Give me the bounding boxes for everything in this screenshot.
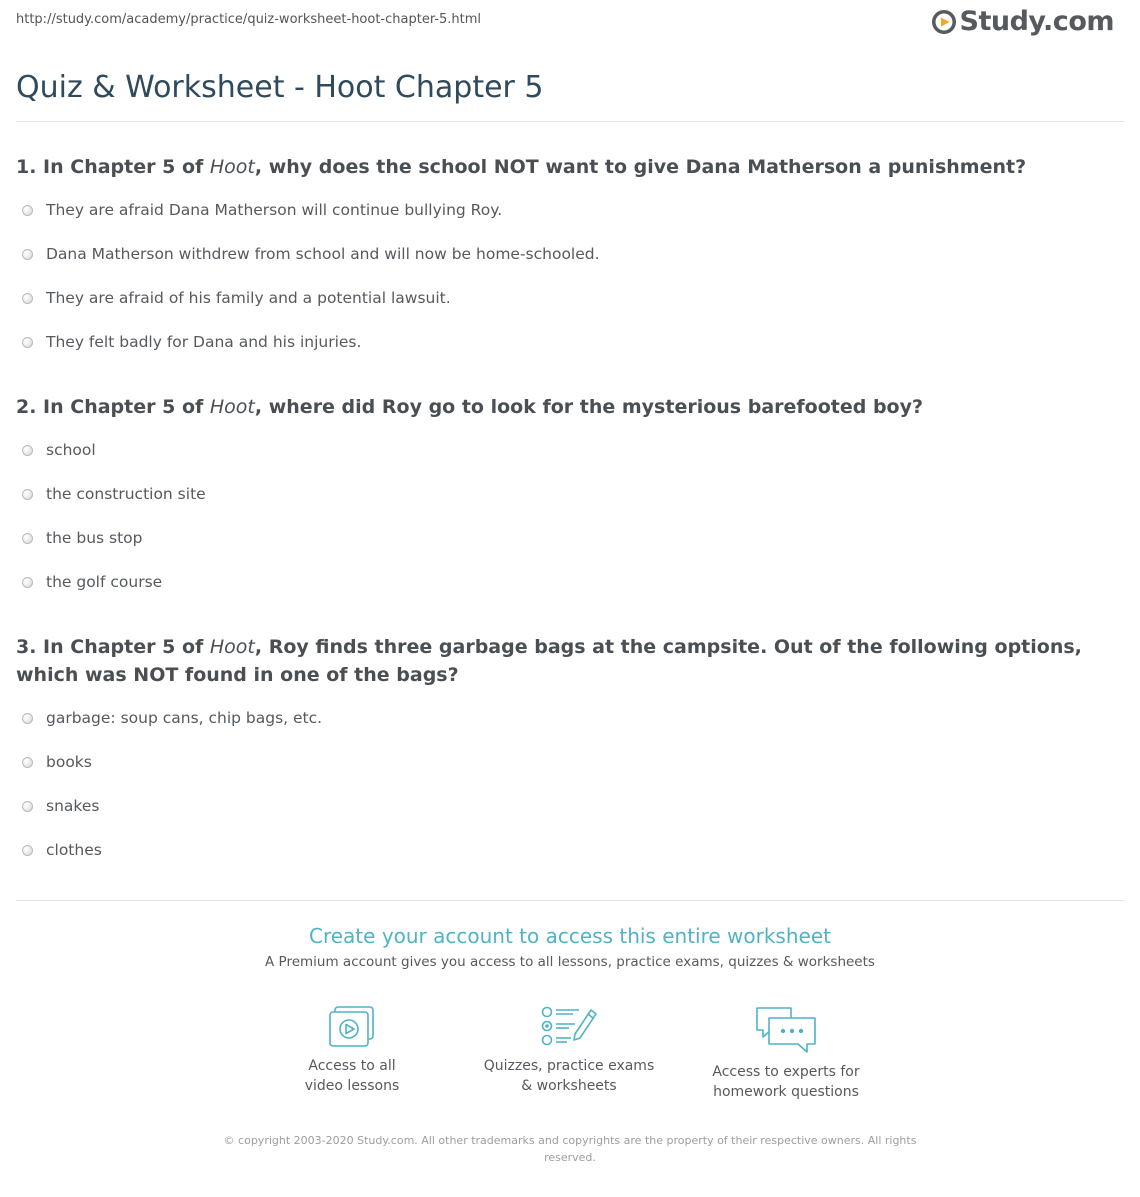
- feature-video-line2: video lessons: [304, 1078, 400, 1094]
- question-2: [16, 393, 1116, 421]
- radio-button-icon[interactable]: [22, 533, 33, 544]
- answer-option[interactable]: [22, 529, 206, 573]
- answer-option[interactable]: [22, 245, 600, 289]
- answer-label: They are afraid Dana Matherson will continue bullying Roy.: [46, 201, 503, 219]
- video-lessons-icon: [326, 1004, 378, 1050]
- radio-button-icon[interactable]: [22, 249, 33, 260]
- cta-divider: [16, 900, 1124, 901]
- question-1-book-title: Hoot: [209, 156, 255, 178]
- feature-quizzes-line1: Quizzes, practice exams: [483, 1058, 655, 1074]
- question-2-book-title: Hoot: [209, 396, 255, 418]
- title-divider: [16, 121, 1124, 122]
- question-3-prefix: 3. In Chapter 5 of: [16, 636, 210, 658]
- chat-bubbles-icon: [753, 1004, 819, 1056]
- premium-cta: [0, 920, 1140, 970]
- radio-button-icon[interactable]: [22, 801, 33, 812]
- feature-quizzes-line2: & worksheets: [521, 1078, 617, 1094]
- feature-experts-line1: Access to experts for: [712, 1064, 860, 1080]
- radio-button-icon[interactable]: [22, 845, 33, 856]
- cta-subtitle: A Premium account gives you access to all lessons, practice exams, quizzes & worksheets: [265, 954, 875, 970]
- answer-label: snakes: [46, 797, 100, 815]
- top-bar: [0, 0, 1140, 50]
- copyright-notice: © copyright 2003-2020 Study.com. All other trademarks and copyrights are the property of their respective owners. All rights reserved.: [223, 1134, 917, 1164]
- answer-label: clothes: [46, 841, 102, 859]
- question-3: [16, 633, 1116, 689]
- question-2-options: [22, 441, 206, 617]
- answer-label: school: [46, 441, 96, 459]
- answer-label: the construction site: [46, 485, 206, 503]
- radio-button-icon[interactable]: [22, 713, 33, 724]
- feature-video-lessons: [252, 1004, 452, 1096]
- answer-label: the bus stop: [46, 529, 143, 547]
- radio-button-icon[interactable]: [22, 205, 33, 216]
- answer-option[interactable]: [22, 201, 600, 245]
- answer-option[interactable]: [22, 333, 600, 377]
- radio-button-icon[interactable]: [22, 577, 33, 588]
- answer-label: the golf course: [46, 573, 163, 591]
- create-account-link[interactable]: Create your account to access this entire worksheet: [309, 924, 831, 948]
- feature-video-line1: Access to all: [308, 1058, 396, 1074]
- answer-label: Dana Matherson withdrew from school and will now be home-schooled.: [46, 245, 600, 263]
- feature-experts-line2: homework questions: [713, 1084, 859, 1100]
- question-1-text: , why does the school NOT want to give Dana Matherson a punishment?: [254, 156, 1027, 178]
- answer-label: They felt badly for Dana and his injuries.: [46, 333, 362, 351]
- question-3-text: , Roy finds three garbage bags at the campsite. Out of the following options, which was NOT found in one of the bags?: [16, 636, 1082, 686]
- question-1: [16, 153, 1116, 181]
- logo-text: Study.com: [959, 6, 1114, 37]
- answer-option[interactable]: [22, 709, 322, 753]
- answer-option[interactable]: [22, 573, 206, 617]
- radio-button-icon[interactable]: [22, 445, 33, 456]
- answer-label: books: [46, 753, 92, 771]
- answer-option[interactable]: [22, 485, 206, 529]
- answer-label: garbage: soup cans, chip bags, etc.: [46, 709, 323, 727]
- answer-option[interactable]: [22, 289, 600, 333]
- radio-button-icon[interactable]: [22, 757, 33, 768]
- answer-option[interactable]: [22, 841, 322, 885]
- study-logo[interactable]: [931, 6, 1114, 37]
- question-3-book-title: Hoot: [209, 636, 255, 658]
- question-1-options: [22, 201, 600, 377]
- feature-quizzes: [469, 1004, 669, 1096]
- answer-option[interactable]: [22, 441, 206, 485]
- question-2-prefix: 2. In Chapter 5 of: [16, 396, 210, 418]
- page-url: http://study.com/academy/practice/quiz-worksheet-hoot-chapter-5.html: [16, 12, 482, 27]
- play-logo-icon: [931, 9, 957, 35]
- question-1-prefix: 1. In Chapter 5 of: [16, 156, 210, 178]
- question-3-options: [22, 709, 322, 885]
- quiz-checklist-icon: [539, 1004, 599, 1050]
- radio-button-icon[interactable]: [22, 293, 33, 304]
- answer-label: They are afraid of his family and a potential lawsuit.: [46, 289, 451, 307]
- page-title: Quiz & Worksheet - Hoot Chapter 5: [16, 70, 544, 105]
- answer-option[interactable]: [22, 797, 322, 841]
- radio-button-icon[interactable]: [22, 337, 33, 348]
- radio-button-icon[interactable]: [22, 489, 33, 500]
- feature-experts: [686, 1004, 886, 1102]
- answer-option[interactable]: [22, 753, 322, 797]
- question-2-text: , where did Roy go to look for the mysterious barefooted boy?: [254, 396, 924, 418]
